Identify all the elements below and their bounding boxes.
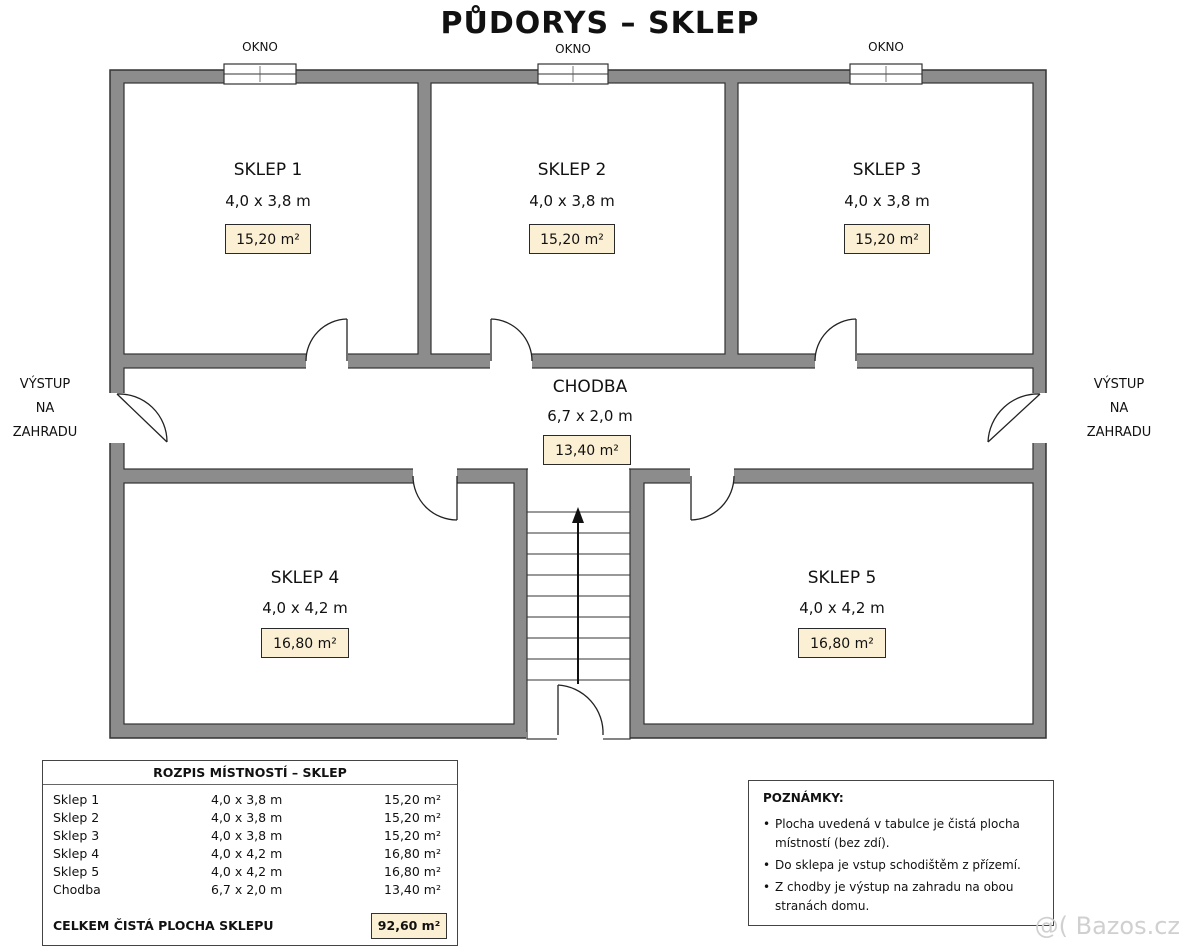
note-item: • Do sklepa je vstup schodištěm z přízemí. bbox=[763, 856, 1039, 875]
window-label-3: OKNO bbox=[868, 40, 904, 54]
room-dimensions-sklep-3: 4,0 x 3,8 m bbox=[844, 192, 930, 210]
window-2 bbox=[538, 64, 608, 84]
exit-label-right bbox=[1064, 373, 1174, 445]
room-sklep-1-floor bbox=[124, 83, 418, 354]
exit-label-line: NA bbox=[35, 401, 55, 416]
notes-title: POZNÁMKY: bbox=[763, 791, 844, 805]
room-sklep-2-floor bbox=[431, 83, 725, 354]
room-area-sklep-3: 15,20 m² bbox=[844, 224, 930, 254]
exit-label-line: NA bbox=[1109, 401, 1129, 416]
cell-room: Sklep 3 bbox=[53, 828, 100, 843]
cell-dimensions: 4,0 x 3,8 m bbox=[211, 810, 283, 825]
cell-dimensions: 4,0 x 4,2 m bbox=[211, 846, 283, 861]
room-name-chodba: CHODBA bbox=[552, 377, 628, 397]
exit-label-line: ZAHRADU bbox=[12, 425, 78, 440]
exit-label-line: VÝSTUP bbox=[1093, 377, 1145, 392]
cell-area: 13,40 m² bbox=[384, 882, 441, 897]
window-label-2: OKNO bbox=[555, 42, 591, 56]
note-item: • Plocha uvedená v tabulce je čistá plocha místností (bez zdí). bbox=[763, 815, 1039, 853]
room-area-sklep-4: 16,80 m² bbox=[261, 628, 349, 658]
room-dimensions-sklep-1: 4,0 x 3,8 m bbox=[225, 192, 311, 210]
cell-room: Chodba bbox=[53, 882, 101, 897]
cell-room: Sklep 5 bbox=[53, 864, 100, 879]
page-title: PŮDORYS – SKLEP bbox=[440, 6, 760, 41]
room-area-sklep-2: 15,20 m² bbox=[529, 224, 615, 254]
room-dimensions-chodba: 6,7 x 2,0 m bbox=[547, 407, 633, 425]
room-name-sklep-3: SKLEP 3 bbox=[852, 160, 922, 180]
stairwell-opening bbox=[528, 466, 629, 472]
room-dimensions-sklep-2: 4,0 x 3,8 m bbox=[529, 192, 615, 210]
window-1 bbox=[224, 64, 296, 84]
cell-area: 15,20 m² bbox=[384, 810, 441, 825]
room-dimensions-sklep-4: 4,0 x 4,2 m bbox=[262, 599, 348, 617]
room-name-sklep-2: SKLEP 2 bbox=[537, 160, 607, 180]
room-name-sklep-1: SKLEP 1 bbox=[233, 160, 303, 180]
window-label-1: OKNO bbox=[242, 40, 278, 54]
table-row bbox=[53, 810, 447, 828]
cell-dimensions: 4,0 x 4,2 m bbox=[211, 864, 283, 879]
schedule-title: ROZPIS MÍSTNOSTÍ – SKLEP bbox=[153, 765, 347, 780]
exit-label-left bbox=[0, 373, 100, 445]
cell-area: 15,20 m² bbox=[384, 792, 441, 807]
cell-area: 16,80 m² bbox=[384, 846, 441, 861]
exit-label-line: VÝSTUP bbox=[19, 377, 71, 392]
table-row bbox=[53, 882, 447, 900]
schedule-total-value: 92,60 m² bbox=[371, 913, 447, 939]
room-area-chodba: 13,40 m² bbox=[543, 435, 631, 465]
table-row bbox=[53, 846, 447, 864]
cell-room: Sklep 2 bbox=[53, 810, 100, 825]
room-dimensions-sklep-5: 4,0 x 4,2 m bbox=[799, 599, 885, 617]
room-name-sklep-5: SKLEP 5 bbox=[807, 568, 877, 588]
watermark: @( Bazos.cz bbox=[1034, 912, 1180, 940]
room-area-sklep-1: 15,20 m² bbox=[225, 224, 311, 254]
room-name-sklep-4: SKLEP 4 bbox=[270, 568, 340, 588]
cell-dimensions: 4,0 x 3,8 m bbox=[211, 828, 283, 843]
schedule-total-label: CELKEM ČISTÁ PLOCHA SKLEPU bbox=[53, 918, 274, 933]
table-row bbox=[53, 792, 447, 810]
note-item: • Z chodby je výstup na zahradu na obou stranách domu. bbox=[763, 878, 1039, 916]
schedule-divider bbox=[43, 784, 457, 785]
exit-label-line: ZAHRADU bbox=[1086, 425, 1152, 440]
cell-dimensions: 6,7 x 2,0 m bbox=[211, 882, 283, 897]
cell-area: 15,20 m² bbox=[384, 828, 441, 843]
room-schedule-table bbox=[42, 760, 458, 946]
room-area-sklep-5: 16,80 m² bbox=[798, 628, 886, 658]
schedule-total-row bbox=[53, 913, 447, 939]
cell-area: 16,80 m² bbox=[384, 864, 441, 879]
notes-box bbox=[748, 780, 1054, 926]
cell-room: Sklep 1 bbox=[53, 792, 100, 807]
table-row bbox=[53, 828, 447, 846]
cell-dimensions: 4,0 x 3,8 m bbox=[211, 792, 283, 807]
table-row bbox=[53, 864, 447, 882]
cell-room: Sklep 4 bbox=[53, 846, 100, 861]
room-sklep-3-floor bbox=[738, 83, 1033, 354]
window-3 bbox=[850, 64, 922, 84]
